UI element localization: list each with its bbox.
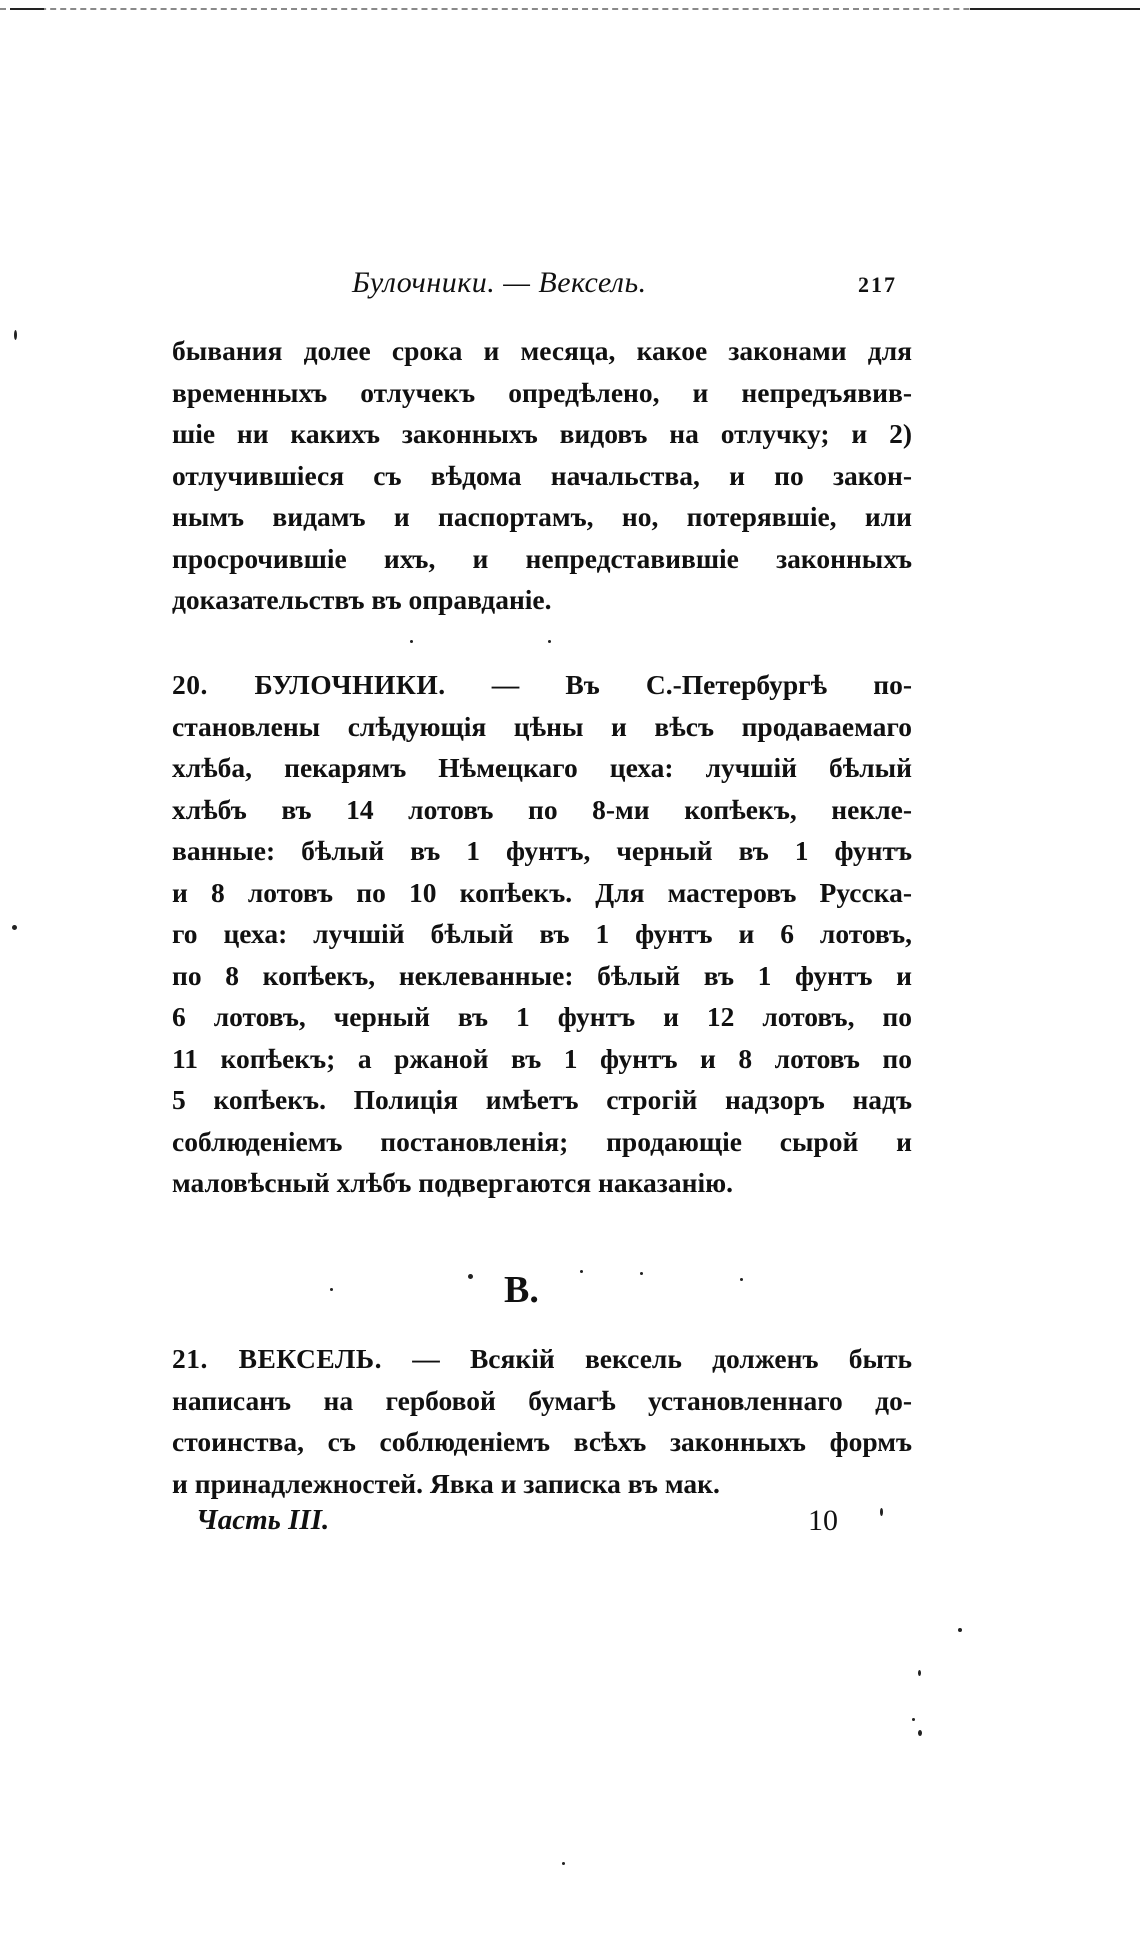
scan-speck (640, 1272, 643, 1275)
text-line: по 8 копѣекъ, неклеванные: бѣлый въ 1 фунтъ и (172, 959, 912, 991)
scan-speck (548, 640, 551, 643)
text-line: ванные: бѣлый въ 1 фунтъ, черный въ 1 фунтъ (172, 835, 912, 866)
paragraph-1 (172, 330, 912, 621)
text-line-rest: — Въ С.-Петербургѣ по- (491, 669, 912, 700)
scan-speck (958, 1628, 962, 1632)
footer-part-label: Часть III. (196, 1504, 330, 1536)
left-edge-mark (10, 8, 44, 10)
text-line (172, 664, 912, 706)
footer-signature-mark: 10 (808, 1504, 838, 1537)
entry-heading-veksel: 21. ВЕКСЕЛЬ. (172, 1343, 382, 1374)
scan-speck (12, 925, 17, 930)
scan-speck (410, 640, 413, 643)
text-line: соблюденіемъ постановленія; продающіе сырой и (172, 1125, 912, 1157)
text-line: стоинства, съ соблюденіемъ всѣхъ законныхъ формъ (172, 1426, 912, 1457)
entry-heading-bulochniki: 20. БУЛОЧНИКИ. (172, 669, 446, 700)
right-edge-mark (970, 8, 1140, 10)
section-letter: В. (504, 1269, 539, 1311)
paragraph-2 (172, 664, 912, 1204)
text-line: временныхъ отлучекъ опредѣлено, и непредъявив- (172, 376, 912, 408)
text-line-rest: — Всякій вексель долженъ быть (412, 1343, 913, 1374)
text-line: нымъ видамъ и паспортамъ, но, потерявшіе, или (172, 501, 912, 532)
scan-speck (14, 330, 17, 340)
text-line: 11 копѣекъ; а ржаной въ 1 фунтъ и 8 лотовъ по (172, 1042, 912, 1074)
running-head: Булочники. — Вексель. (352, 266, 647, 299)
paragraph-3 (172, 1338, 912, 1504)
scan-speck (562, 1862, 565, 1865)
text-line: го цеха: лучшій бѣлый въ 1 фунтъ и 6 лотовъ, (172, 918, 912, 949)
text-line: и 8 лотовъ по 10 копѣекъ. Для мастеровъ Русска- (172, 876, 912, 908)
text-line (172, 1338, 912, 1380)
scan-speck (918, 1670, 921, 1676)
scan-speck (880, 1508, 883, 1516)
text-line: шіе ни какихъ законныхъ видовъ на отлучку; и 2) (172, 418, 912, 449)
text-line: становлены слѣдующія цѣны и вѣсъ продаваемаго (172, 710, 912, 742)
text-line: маловѣсный хлѣбъ подвергаются наказанію. (172, 1167, 733, 1198)
top-scan-edge (0, 8, 1140, 13)
scan-speck (740, 1278, 743, 1281)
text-line: и принадлежностей. Явка и записка въ мак. (172, 1467, 720, 1499)
text-line: отлучившіеся съ вѣдома начальства, и по закон- (172, 459, 912, 491)
scan-speck (468, 1274, 473, 1279)
text-line: хлѣба, пекарямъ Нѣмецкаго цеха: лучшій бѣлый (172, 752, 912, 783)
text-line: хлѣбъ въ 14 лотовъ по 8-ми копѣекъ, некле- (172, 793, 912, 825)
text-line: бывания долее срока и месяца, какое законами для (172, 335, 912, 366)
text-line: 6 лотовъ, черный въ 1 фунтъ и 12 лотовъ, по (172, 1001, 912, 1032)
text-line: написанъ на гербовой бумагѣ установленнаго до- (172, 1384, 912, 1416)
scan-speck (580, 1270, 583, 1273)
scan-speck (912, 1718, 915, 1721)
scan-speck (330, 1288, 333, 1291)
page-number: 217 (858, 272, 897, 297)
text-line: 5 копѣекъ. Полиція имѣетъ строгій надзоръ надъ (172, 1084, 912, 1115)
scan-speck (918, 1730, 922, 1736)
text-line: доказательствъ въ оправданіе. (172, 584, 552, 615)
text-line: просрочившіе ихъ, и непредставившіе законныхъ (172, 542, 912, 574)
